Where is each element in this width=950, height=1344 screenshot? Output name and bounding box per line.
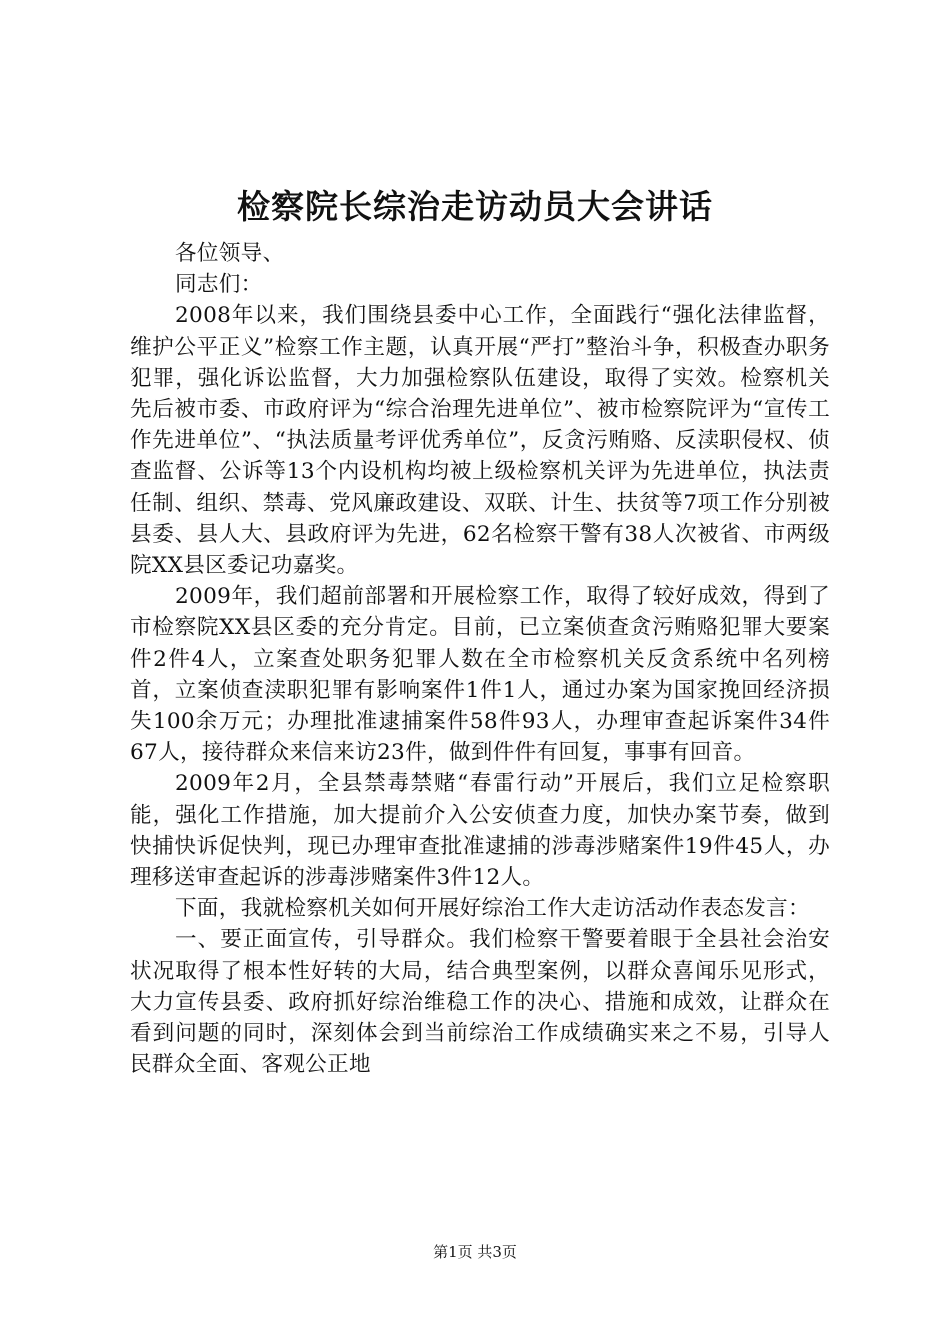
- page-footer: 第1页 共3页: [433, 1243, 517, 1261]
- document-body: [130, 238, 830, 1080]
- body-paragraph: 一、要正面宣传，引导群众。我们检察干警要着眼于全县社会治安状况取得了根本性好转的大局，结合典型案例，以群众喜闻乐见形式，大力宣传县委、政府抓好综治维稳工作的决心、措施和成效，让群众在看到问题的同时，深刻体会到当前综治工作成绩确实来之不易，引导人民群众全面、客观公正地: [130, 927, 830, 1078]
- greeting-line: 同志们：: [175, 272, 263, 298]
- greeting-line: 各位领导、: [175, 241, 285, 266]
- body-paragraph: 下面，我就检察机关如何开展好综治工作大走访活动作表态发言：: [175, 896, 810, 922]
- body-paragraph: 2009年，我们超前部署和开展检察工作，取得了较好成效，得到了市检察院XX县区委的充分肯定。目前，已立案侦查贪污贿赂犯罪大要案件2件4人，立案查处职务犯罪人数在全市检察机关反贪系统中名列榜首，立案侦查渎职犯罪有影响案件1件1人，通过办案为国家挽回经济损失100余万元；办理批准逮捕案件58件93人，办理审查起诉案件34件67人，接待群众来信来访23件，做到件件有回复，事事有回音。: [130, 584, 830, 766]
- body-paragraph: 2008年以来，我们围绕县委中心工作，全面践行“强化法律监督，维护公平正义”检察工作主题，认真开展“严打”整治斗争，积极查办职务犯罪，强化诉讼监督，大力加强检察队伍建设，取得了实效。检察机关先后被市委、市政府评为“综合治理先进单位”、被市检察院评为“宣传工作先进单位”、“执法质量考评优秀单位”，反贪污贿赂、反渎职侵权、侦查监督、公诉等13个内设机构均被上级检察机关评为先进单位，执法责任制、组织、禁毒、党风廉政建设、双联、计生、扶贫等7项工作分别被县委、县人大、县政府评为先进，62名检察干警有38人次被省、市两级院XX县区委记功嘉奖。: [130, 303, 830, 579]
- body-paragraph: 2009年2月，全县禁毒禁赌“春雷行动”开展后，我们立足检察职能，强化工作措施，加大提前介入公安侦查力度，加快办案节奏，做到快捕快诉促快判，现已办理审查批准逮捕的涉毒涉赌案件19件45人，办理移送审查起诉的涉毒涉赌案件3件12人。: [130, 771, 830, 891]
- document-title: 检察院长综治走访动员大会讲话: [237, 187, 713, 226]
